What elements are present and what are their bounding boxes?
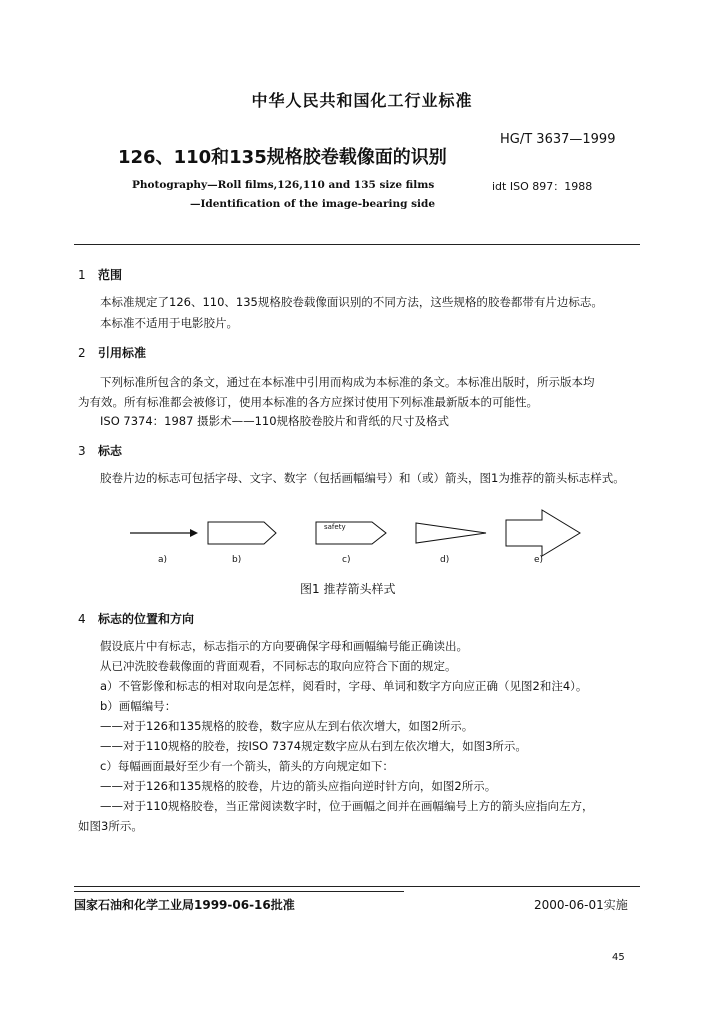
safety-arrow-text: safety bbox=[324, 523, 346, 531]
arrow-style-c bbox=[316, 522, 386, 544]
reference-standard-line: ISO 7374：1987 摄影术——110规格胶卷胶片和背纸的尺寸及格式 bbox=[100, 414, 450, 428]
paragraph: 本标准不适用于电影胶片。 bbox=[100, 316, 238, 330]
arrow-style-a bbox=[130, 529, 198, 537]
figure-label-e: e) bbox=[534, 555, 544, 565]
effective-date: 2000-06-01实施 bbox=[534, 898, 628, 912]
section-1-heading bbox=[78, 266, 122, 283]
iso-equivalence: idt ISO 897：1988 bbox=[492, 180, 593, 193]
document-title-english-line2: —Identification of the image-bearing side bbox=[190, 198, 436, 210]
paragraph: 下列标准所包含的条文，通过在本标准中引用而构成为本标准的条文。本标准出版时，所示版本均 bbox=[100, 375, 595, 389]
list-item: c）每幅画面最好至少有一个箭头，箭头的方向规定如下： bbox=[100, 759, 394, 773]
section-title: 标志的位置和方向 bbox=[98, 612, 195, 626]
section-number: 2 bbox=[78, 346, 86, 360]
paragraph: 本标准规定了126、110、135规格胶卷载像面识别的不同方法，这些规格的胶卷都带有片边标志。 bbox=[100, 295, 603, 309]
figure-label-a: a) bbox=[158, 555, 168, 565]
section-title: 范围 bbox=[98, 268, 123, 282]
issuing-organization-heading: 中华人民共和国化工行业标准 bbox=[251, 91, 473, 110]
page-number: 45 bbox=[612, 952, 625, 963]
footer-rule-short bbox=[74, 891, 404, 892]
list-item: ——对于126和135规格的胶卷，数字应从左到右依次增大，如图2所示。 bbox=[100, 719, 474, 733]
paragraph: 假设底片中有标志，标志指示的方向要确保字母和画幅编号能正确读出。 bbox=[100, 639, 468, 653]
approval-authority: 国家石油和化学工业局1999-06-16批准 bbox=[74, 898, 295, 912]
document-title-chinese: 126、110和135规格胶卷载像面的识别 bbox=[118, 147, 447, 168]
footer-rule-long bbox=[74, 886, 640, 887]
list-item: a）不管影像和标志的相对取向是怎样，阅看时，字母、单词和数字方向应正确（见图2和注4）。 bbox=[100, 679, 588, 693]
figure-label-c: c) bbox=[342, 555, 351, 565]
list-item: ——对于126和135规格的胶卷，片边的箭头应指向逆时针方向，如图2所示。 bbox=[100, 779, 497, 793]
paragraph: 从已冲洗胶卷载像面的背面观看，不同标志的取向应符合下面的规定。 bbox=[100, 659, 457, 673]
paragraph: 为有效。所有标准都会被修订，使用本标准的各方应探讨使用下列标准最新版本的可能性。 bbox=[78, 395, 538, 409]
section-2-heading bbox=[78, 344, 146, 361]
arrow-style-e bbox=[506, 510, 580, 556]
list-item: ——对于110规格的胶卷，按ISO 7374规定数字应从右到左依次增大，如图3所示。 bbox=[100, 739, 527, 753]
list-item: ——对于110规格胶卷，当正常阅读数字时，位于画幅之间并在画幅编号上方的箭头应指向左方， bbox=[100, 799, 594, 813]
section-number: 4 bbox=[78, 612, 86, 626]
figure-caption: 图1 推荐箭头样式 bbox=[300, 582, 396, 596]
section-3-heading bbox=[78, 442, 122, 459]
recommended-arrow-figure bbox=[120, 506, 600, 568]
header-rule bbox=[74, 244, 640, 245]
section-title: 引用标准 bbox=[98, 346, 147, 360]
section-title: 标志 bbox=[98, 444, 123, 458]
list-item: b）画幅编号： bbox=[100, 699, 177, 713]
arrow-style-d bbox=[416, 523, 486, 543]
document-title-english-line1: Photography—Roll films,126,110 and 135 size films bbox=[132, 179, 435, 191]
section-number: 3 bbox=[78, 444, 86, 458]
section-number: 1 bbox=[78, 268, 86, 282]
figure-label-b: b) bbox=[232, 555, 242, 565]
paragraph: 胶卷片边的标志可包括字母、文字、数字（包括画幅编号）和（或）箭头，图1为推荐的箭头标志样式。 bbox=[100, 471, 625, 485]
figure-label-d: d) bbox=[440, 555, 450, 565]
section-4-heading bbox=[78, 610, 194, 627]
paragraph: 如图3所示。 bbox=[78, 819, 143, 833]
standard-number: HG/T 3637—1999 bbox=[500, 132, 616, 147]
arrow-style-b bbox=[208, 522, 276, 544]
